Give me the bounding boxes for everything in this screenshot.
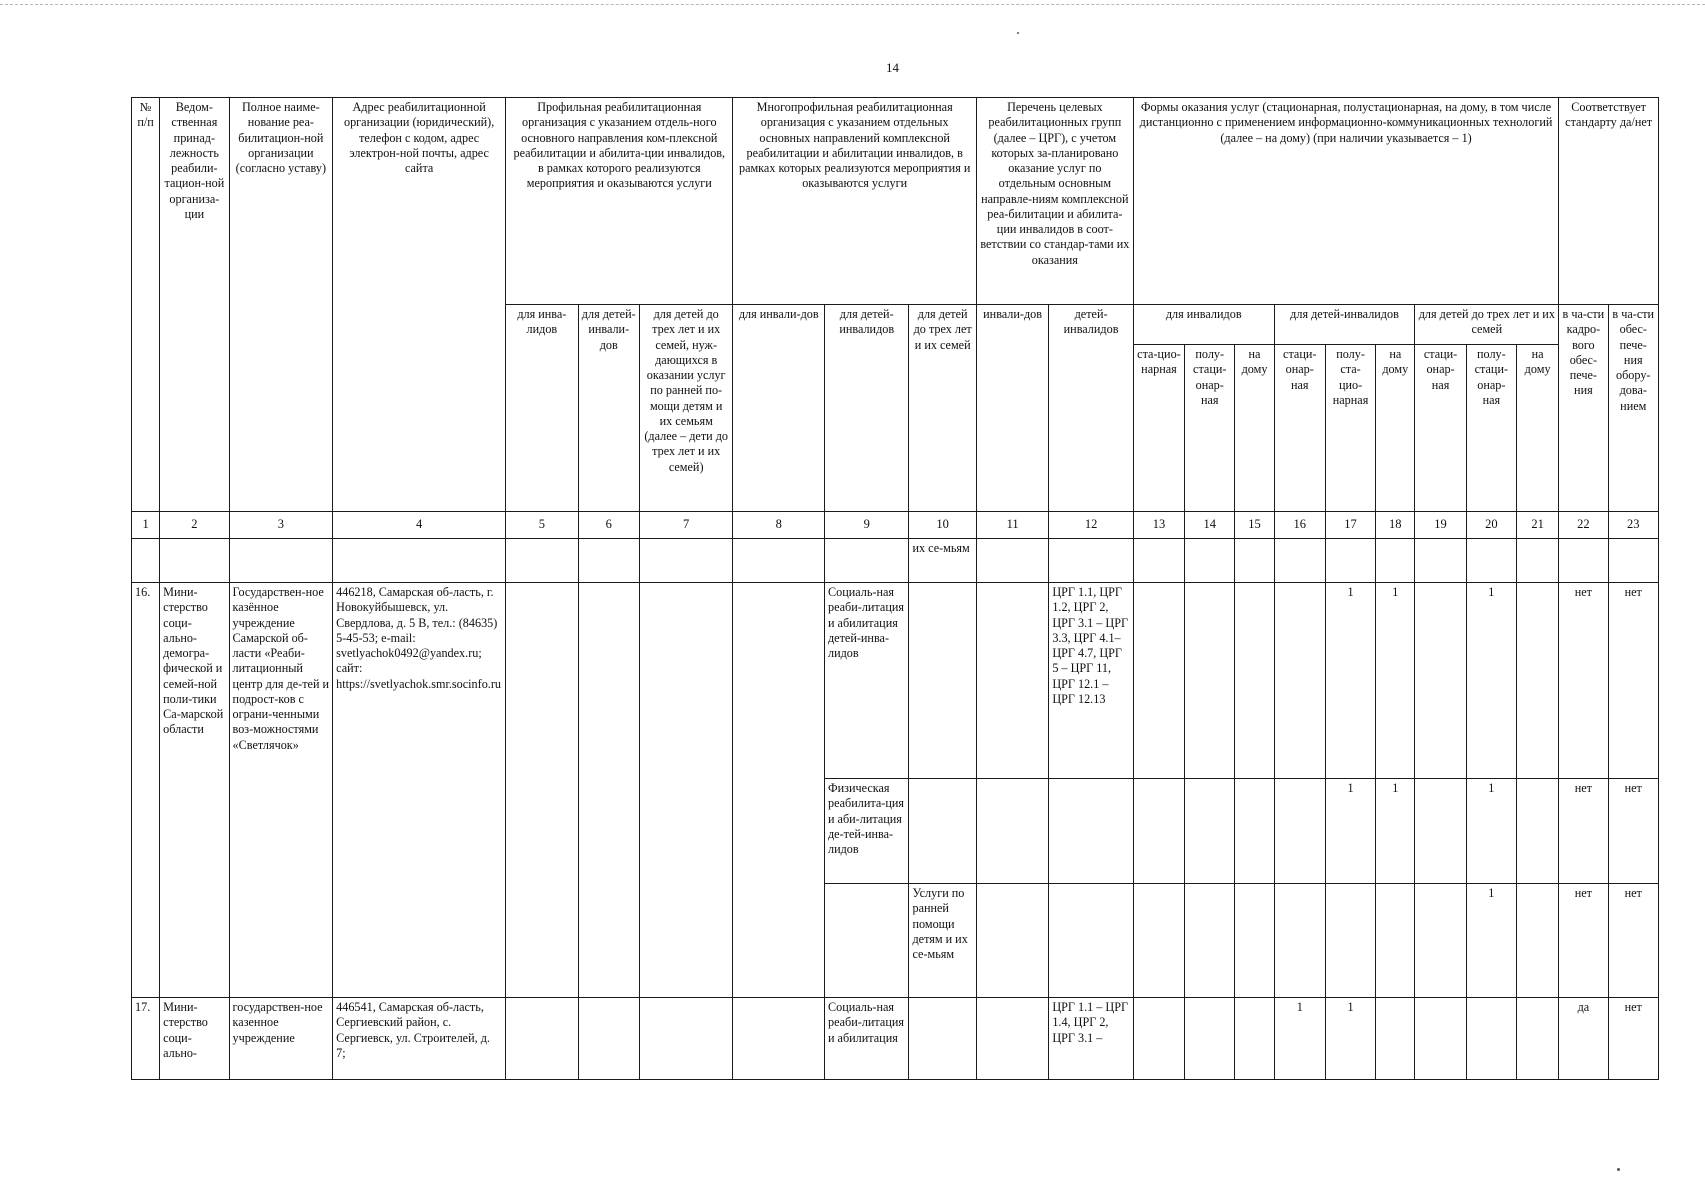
header-standard-compliance: Соответствует стандарту да/нет <box>1559 98 1659 305</box>
row-direction: Услуги по ранней помощи детям и их се-мьям <box>909 884 976 998</box>
row-department: Мини-стерство соци-ально- <box>160 998 229 1080</box>
scan-speck <box>1617 1168 1620 1171</box>
column-number: 15 <box>1235 512 1274 539</box>
continuation-row <box>132 539 1659 583</box>
header-multi-children: для детей-инвалидов <box>824 305 908 512</box>
column-number: 5 <box>506 512 578 539</box>
row-org-name: государствен-ное казенное учреждение <box>229 998 333 1080</box>
header-staff: в ча-сти кадро-вого обес-пече-ния <box>1559 305 1608 512</box>
row-address: 446541, Самарская об-ласть, Сергиевский район, с. Сергиевск, ул. Строителей, д. 7; <box>333 998 506 1080</box>
equipment-compliance: нет <box>1608 583 1658 779</box>
staff-compliance: да <box>1559 998 1608 1080</box>
column-number: 7 <box>639 512 733 539</box>
form-mark: 1 <box>1274 998 1325 1080</box>
row-org-name: Государствен-ное казённое учреждение Самарской об-ласти «Реаби-литационный центр для де-тей и подрост-ков с ограни-ченными воз-можностями «Светлячок» <box>229 583 333 998</box>
header-form-16: стаци-онар-ная <box>1274 345 1325 512</box>
header-form-18: на дому <box>1376 345 1415 512</box>
form-mark: 1 <box>1325 998 1375 1080</box>
header-multi-invalids: для инвали-дов <box>733 305 825 512</box>
header-crg-invalids: инвали-дов <box>976 305 1048 512</box>
header-forms-children: для детей-инвалидов <box>1274 305 1415 345</box>
header-profile-org: Профильная реабилитационная организация с указанием отдель-ного основного направления ком-плексной реабилитации и абилита-ции инвалидов, в рамках которого реализуются мероприятия и оказываются услуги <box>506 98 733 305</box>
row-target-groups: ЦРГ 1.1 – ЦРГ 1.4, ЦРГ 2, ЦРГ 3.1 – <box>1049 998 1134 1080</box>
header-form-21: на дому <box>1516 345 1558 512</box>
column-number: 22 <box>1559 512 1608 539</box>
column-number: 14 <box>1185 512 1235 539</box>
page-number: 14 <box>886 60 899 75</box>
continuation-cell: их се-мьям <box>909 539 976 583</box>
row-address: 446218, Самарская об-ласть, г. Новокуйбышевск, ул. Свердлова, д. 5 В, тел.: (84635) 5-45-53; e-mail: svetlyachok0492@yandex.ru; сайт: https://svetlyachok.smr.socinfo.ru <box>333 583 506 998</box>
header-form-13: ста-цио-нарная <box>1133 345 1184 512</box>
header-form-19: стаци-онар-ная <box>1415 345 1466 512</box>
form-mark: 1 <box>1466 583 1516 779</box>
form-mark: 1 <box>1466 779 1516 884</box>
header-multiprofile-org: Многопрофильная реабилитационная организация с указанием отдельных основных направлений комплексной реабилитации и абилитации инвалидов, в рамках которых реализуются мероприятия и оказываются услуги <box>733 98 976 305</box>
staff-compliance: нет <box>1559 779 1608 884</box>
header-forms-invalids: для инвалидов <box>1133 305 1274 345</box>
column-number: 4 <box>333 512 506 539</box>
row-target-groups: ЦРГ 1.1, ЦРГ 1.2, ЦРГ 2, ЦРГ 3.1 – ЦРГ 3.3, ЦРГ 4.1– ЦРГ 4.7, ЦРГ 5 – ЦРГ 11, ЦРГ 12.1 – ЦРГ 12.13 <box>1049 583 1134 779</box>
header-form-14: полу-стаци-онар-ная <box>1185 345 1235 512</box>
column-number: 16 <box>1274 512 1325 539</box>
header-num: № п/п <box>132 98 160 512</box>
column-number: 12 <box>1049 512 1134 539</box>
column-number: 6 <box>578 512 639 539</box>
column-number: 20 <box>1466 512 1516 539</box>
row-direction: Социаль-ная реаби-литация и абилитация <box>824 998 908 1080</box>
header-row-main <box>132 98 1659 305</box>
column-number: 19 <box>1415 512 1466 539</box>
column-number: 18 <box>1376 512 1415 539</box>
form-mark: 1 <box>1376 779 1415 884</box>
header-form-15: на дому <box>1235 345 1274 512</box>
header-profile-invalids: для инва-лидов <box>506 305 578 512</box>
header-crg-children: детей-инвалидов <box>1049 305 1134 512</box>
header-profile-early: для детей до трех лет и их семей, нуж-дающихся в оказании услуг по ранней по-мощи детям и их семьям (далее – дети до трех лет и их семей) <box>639 305 733 512</box>
column-number: 17 <box>1325 512 1375 539</box>
header-forms-early: для детей до трех лет и их семей <box>1415 305 1559 345</box>
equipment-compliance: нет <box>1608 998 1658 1080</box>
header-address: Адрес реабилитационной организации (юридический), телефон с кодом, адрес электрон-ной почты, адрес сайта <box>333 98 506 512</box>
column-number: 13 <box>1133 512 1184 539</box>
column-numbers-row <box>132 512 1659 539</box>
header-equipment: в ча-сти обес-пече-ния обору-дова-нием <box>1608 305 1658 512</box>
row-direction: Социаль-ная реаби-литация и абилитация детей-инва-лидов <box>824 583 908 779</box>
form-mark: 1 <box>1325 583 1375 779</box>
column-number: 21 <box>1516 512 1558 539</box>
header-target-groups: Перечень целевых реабилитационных групп (далее – ЦРГ), с учетом которых за-планировано оказание услуг по отдельным основным направле-ниям комплексной реа-билитации и абилита-ции инвалидов в соот-ветствии со стандар-тами их оказания <box>976 98 1133 305</box>
equipment-compliance: нет <box>1608 884 1658 998</box>
row-number: 17. <box>132 998 160 1080</box>
rehab-organizations-table <box>131 97 1659 1080</box>
header-form-17: полу-ста-цио-нарная <box>1325 345 1375 512</box>
row-direction: Физическая реабилита-ция и аби-литация де-тей-инва-лидов <box>824 779 908 884</box>
row-number: 16. <box>132 583 160 998</box>
column-number: 10 <box>909 512 976 539</box>
column-number: 11 <box>976 512 1048 539</box>
scan-top-line <box>0 4 1705 5</box>
header-service-forms: Формы оказания услуг (стационарная, полустационарная, на дому, в том числе дистанционно с применением информационно-коммуникационных технологий (далее – на дому) (при наличии указывается – 1) <box>1133 98 1558 305</box>
form-mark: 1 <box>1325 779 1375 884</box>
header-profile-children: для детей-инвали-дов <box>578 305 639 512</box>
column-number: 2 <box>160 512 229 539</box>
column-number: 8 <box>733 512 825 539</box>
column-number: 3 <box>229 512 333 539</box>
column-number: 1 <box>132 512 160 539</box>
header-full-name: Полное наиме-нование реа-билитацион-ной организации (согласно уставу) <box>229 98 333 512</box>
header-multi-early: для детей до трех лет и их семей <box>909 305 976 512</box>
row-department: Мини-стерство соци-ально-демогра-фической и семей-ной поли-тики Са-марской области <box>160 583 229 998</box>
column-number: 23 <box>1608 512 1658 539</box>
column-number: 9 <box>824 512 908 539</box>
header-department: Ведом-ственная принад-лежность реабили-тацион-ной организа-ции <box>160 98 229 512</box>
header-form-20: полу-стаци-онар-ная <box>1466 345 1516 512</box>
staff-compliance: нет <box>1559 583 1608 779</box>
scan-speck <box>1017 32 1019 34</box>
staff-compliance: нет <box>1559 884 1608 998</box>
table-row <box>132 998 1659 1080</box>
table-row <box>132 583 1659 779</box>
form-mark: 1 <box>1466 884 1516 998</box>
equipment-compliance: нет <box>1608 779 1658 884</box>
form-mark: 1 <box>1376 583 1415 779</box>
